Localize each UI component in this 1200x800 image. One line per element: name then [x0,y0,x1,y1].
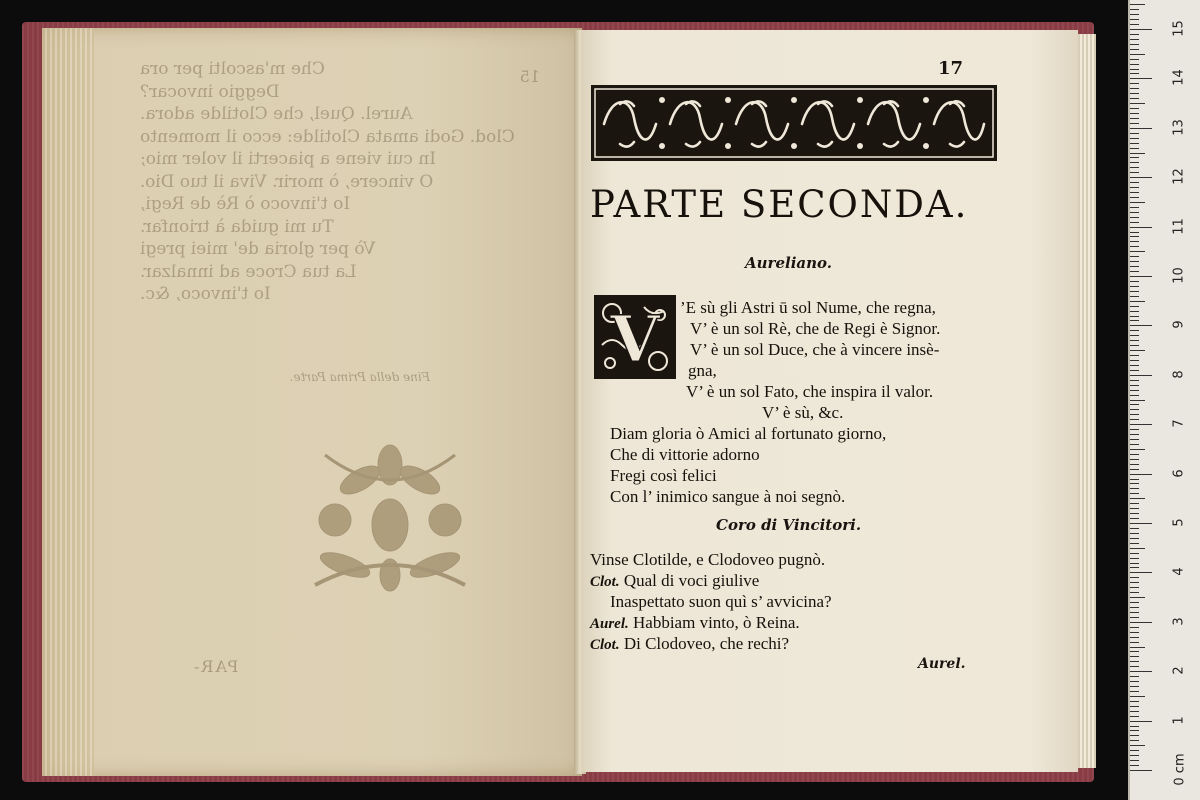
ruler-tick [1130,320,1139,321]
ruler-tick [1130,622,1152,623]
ruler-tick [1130,330,1139,331]
ruler-tick [1130,464,1139,465]
ruler-tick [1130,716,1139,717]
ruler-tick [1130,271,1139,272]
ruler-tick [1130,696,1145,697]
ruler-tick [1130,404,1139,405]
ruler-tick [1130,78,1152,79]
recitative-line: Diam gloria ò Amici al fortunato giorno, [610,424,887,443]
ruler-tick [1130,93,1139,94]
ruler-tick [1130,14,1139,15]
ruler-tick [1130,118,1139,119]
ruler-tick [1130,103,1145,104]
ruler-tick [1130,236,1139,237]
ruler-tick [1130,54,1145,55]
bleed-line: Clod. Godi amata Clotilde: ecco il momento [140,126,515,147]
ruler-tick [1130,770,1152,771]
stanza-line: gna, [688,361,717,380]
bleed-line: In cui viene a piacerti il voler mio; [140,149,436,169]
ruler-tick [1130,375,1152,376]
dialogue-text: Inaspettato suon quì s’ avvicina? [610,592,832,611]
ruler-tick [1130,212,1139,213]
ruler-tick [1130,157,1139,158]
ruler-tick [1130,311,1139,312]
ruler-tick [1130,385,1139,386]
page-stack-edge [42,28,94,776]
ruler-tick [1130,281,1139,282]
ruler-tick [1130,400,1145,401]
ruler-tick [1130,355,1139,356]
ruler-tick [1130,533,1139,534]
ruler-tick [1130,592,1139,593]
page-number: 17 [938,58,964,79]
bleed-line: La tua Croce ad innalzar. [140,261,357,282]
ruler-tick [1130,296,1139,297]
ruler-tick [1130,24,1139,25]
ruler-tick [1130,390,1139,391]
ruler-tick [1130,251,1145,252]
ruler-tick [1130,424,1152,425]
ruler-tick [1130,29,1152,30]
ruler-tick [1130,350,1145,351]
ruler-tick [1130,207,1139,208]
ruler-tick [1130,755,1139,756]
ruler-tick [1130,518,1139,519]
ruler-label: 4 [1171,567,1187,577]
stanza-line: ’E sù gli Astri ū sol Nume, che regna, [680,298,936,317]
ruler-tick [1130,459,1139,460]
drop-cap-letter: V [610,302,660,377]
bleed-line: Vò per gloria de' miei pregi [140,239,376,259]
speaker-heading: Aureliano. [745,254,832,272]
ruler-tick [1130,632,1139,633]
bleed-page-number: 15 [519,67,540,86]
ruler-tick [1130,172,1139,173]
ruler-tick [1130,148,1139,149]
bleed-fine-line: Fine della Prima Parte. [289,370,430,384]
ruler-tick [1130,153,1145,154]
ruler-tick [1130,553,1139,554]
ruler-tick [1130,167,1139,168]
dialogue-speaker: Clot. [590,574,620,590]
stanza-line: V’ è un sol Fato, che inspira il valor. [686,382,934,401]
dialogue-text: Di Clodoveo, che rechi? [623,634,790,653]
ruler-label: 13 [1171,119,1187,136]
ruler-tick [1130,740,1139,741]
catchword: Aurel. [918,656,966,672]
ruler-tick [1130,59,1139,60]
ruler-tick [1130,538,1139,539]
ruler-tick [1130,587,1139,588]
ruler-tick [1130,735,1139,736]
ruler-tick [1130,88,1139,89]
bleed-line: Deggio invocar? [140,81,280,102]
ruler-tick [1130,558,1139,559]
ruler-tick [1130,627,1139,628]
ruler-tick [1130,177,1152,178]
ruler-tick [1130,508,1139,509]
ruler-tick [1130,656,1139,657]
ruler-label: 3 [1171,617,1187,626]
ruler-label: 9 [1171,320,1187,330]
ruler-tick [1130,637,1139,638]
ruler-tick [1130,232,1139,233]
ruler-tick [1130,395,1139,396]
bleed-line: Io t'invoco, &c. [140,284,271,304]
ruler-tick [1130,365,1139,366]
ruler-tick [1130,98,1139,99]
ruler-tick [1130,370,1139,371]
ruler-tick [1130,49,1139,50]
dialogue-line [610,592,832,612]
ruler-tick [1130,469,1139,470]
bleed-catchword: PAR- [192,657,239,676]
stanza-line: V’ è un sol Duce, che à vincere insè- [690,340,940,359]
ruler-label: 0 cm [1172,753,1188,786]
ruler-tick [1130,651,1139,652]
ruler-tick [1130,760,1139,761]
ruler-tick [1130,360,1139,361]
ruler-tick [1130,745,1145,746]
ruler-tick [1130,671,1152,672]
ruler-tick [1130,34,1139,35]
ruler-label: 8 [1171,370,1187,379]
recitative-line: Che di vittorie adorno [610,445,760,464]
ruler-tick [1130,291,1139,292]
ruler-label: 6 [1171,468,1187,478]
ruler-tick [1130,730,1139,731]
ruler-tick [1130,439,1139,440]
dialogue-speaker: Aurel. [590,616,629,632]
section-heading: PARTE SECONDA. [590,183,969,226]
ruler-tick [1130,187,1139,188]
ruler-tick [1130,162,1139,163]
bleed-line: Aurel. Quel, che Clotilde adora. [140,104,413,124]
ruler-tick [1130,483,1139,484]
ruler-tick [1130,661,1139,662]
ruler-tick [1130,182,1139,183]
bleed-line: Tu mi guida à trionfar. [140,216,334,237]
ruler-tick [1130,691,1139,692]
ruler-tick [1130,617,1139,618]
ruler-label: 12 [1171,168,1187,185]
ruler-tick [1130,202,1145,203]
ruler-tick [1130,241,1139,242]
left-page-bleed-through [140,58,540,306]
ruler-tick [1130,642,1139,643]
bleed-floral-ornament [305,435,475,595]
ruler-tick [1130,138,1139,139]
ruler-tick [1130,676,1139,677]
ruler-tick [1130,69,1139,70]
ruler-tick [1130,479,1139,480]
ruler-tick [1130,686,1139,687]
ruler-tick [1130,572,1152,573]
dialogue-line [590,550,825,570]
ruler-label: 11 [1171,217,1187,235]
ruler-tick [1130,647,1145,648]
ruler-tick [1130,528,1139,529]
dialogue-text: Habbiam vinto, ò Reina. [633,613,800,632]
ruler-tick [1130,602,1139,603]
ruler-tick [1130,73,1139,74]
ruler-tick [1130,133,1139,134]
dialogue-line [590,613,800,633]
dialogue-line [590,634,789,654]
ruler-tick [1130,434,1139,435]
ruler-tick [1130,261,1139,262]
ruler-label: 14 [1171,69,1187,87]
ruler-label: 10 [1171,267,1187,284]
ruler-tick [1130,503,1139,504]
ruler-tick [1130,523,1152,524]
ruler-tick [1130,113,1139,114]
ruler-tick [1130,666,1139,667]
ruler-tick [1130,301,1145,302]
ruler-tick [1130,607,1139,608]
ruler-tick [1130,9,1139,10]
ruler-label: 1 [1171,715,1187,725]
ruler-tick [1130,498,1145,499]
ruler-tick [1130,227,1152,228]
ruler-tick [1130,701,1139,702]
recitative-line: Fregi così felici [610,466,717,485]
ruler-tick [1130,123,1139,124]
ruler-label: 7 [1171,419,1187,428]
ruler-tick [1130,444,1139,445]
measurement-ruler [1128,0,1200,800]
ruler-tick [1130,414,1139,415]
ruler-tick [1130,750,1139,751]
ruler-tick [1130,128,1152,129]
stanza-line: V’ è sù, &c. [762,403,844,422]
ruler-tick [1130,493,1139,494]
ruler-tick [1130,681,1139,682]
ruler-label: 5 [1171,518,1187,527]
ruler-tick [1130,246,1139,247]
chorus-heading: Coro di Vincitori. [716,516,862,534]
ruler-tick [1130,721,1152,722]
bleed-line: Io t'invoco ò Rè de Regi, [140,194,351,214]
ruler-tick [1130,83,1139,84]
woodcut-ornament-band [590,84,998,162]
stanza-line: V’ è un sol Rè, che de Regi è Signor. [690,319,941,338]
ruler-tick [1130,256,1139,257]
ruler-tick [1130,726,1139,727]
ruler-label: 2 [1171,666,1187,675]
ruler-tick [1130,409,1139,410]
ruler-tick [1130,612,1139,613]
dialogue-text: Vinse Clotilde, e Clodoveo pugnò. [590,550,826,569]
ruler-tick [1130,4,1145,5]
ruler-tick [1130,217,1139,218]
ruler-tick [1130,711,1139,712]
ruler-tick [1130,597,1145,598]
ruler-tick [1130,340,1139,341]
ruler-tick [1130,380,1139,381]
ruler-tick [1130,454,1139,455]
ruler-tick [1130,276,1152,277]
ruler-tick [1130,19,1139,20]
ruler-tick [1130,64,1139,65]
ruler-tick [1130,563,1139,564]
ruler-tick [1130,449,1145,450]
dialogue-text: Qual di voci giulive [623,571,760,590]
ruler-tick [1130,567,1139,568]
ruler-tick [1130,548,1145,549]
ruler-tick [1130,765,1139,766]
ruler-tick [1130,192,1139,193]
bleed-line: Che m'ascolti per ora [140,59,325,79]
ruler-tick [1130,429,1139,430]
ruler-tick [1130,316,1139,317]
ruler-tick [1130,474,1152,475]
ruler-tick [1130,488,1139,489]
ruler-tick [1130,706,1139,707]
ruler-tick [1130,513,1139,514]
ruler-tick [1130,266,1139,267]
ruler-tick [1130,143,1139,144]
ruler-tick [1130,306,1139,307]
ruler-tick [1130,419,1139,420]
ruler-label: 15 [1171,20,1187,37]
ruler-tick [1130,582,1139,583]
ruler-tick [1130,39,1139,40]
ruler-tick [1130,335,1139,336]
ruler-tick [1130,577,1139,578]
page-stack-edge-right [1078,34,1096,768]
ruler-tick [1130,197,1139,198]
decorated-drop-cap [594,295,676,379]
ruler-tick [1130,543,1139,544]
ruler-tick [1130,345,1139,346]
ruler-tick [1130,44,1139,45]
ruler-tick [1130,222,1139,223]
ruler-tick [1130,286,1139,287]
dialogue-speaker: Clot. [590,637,620,653]
ruler-tick [1130,108,1139,109]
bleed-line: O vincere, ò morir. Viva il tuo Dio. [140,171,434,192]
ruler-tick [1130,325,1152,326]
dialogue-line [590,571,759,591]
recitative-line: Con l’ inimico sangue à noi segnò. [610,487,846,506]
